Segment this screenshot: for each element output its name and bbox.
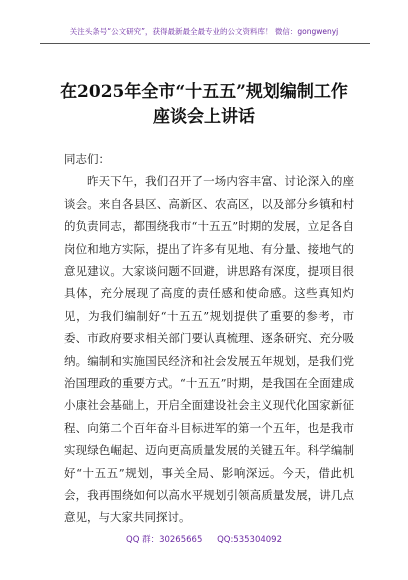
header-promo-note: 关注头条号“公文研究”，获得最新最全最专业的公文资料库！ 微信：gongwenyj bbox=[69, 27, 339, 36]
footer-qq-group: QQ 群：30265665 bbox=[126, 535, 203, 545]
footer-qq-number: QQ:535304092 bbox=[217, 535, 282, 545]
body-paragraph: 昨天下午，我们召开了一场内容丰富、讨论深入的座谈会。来自各县区、高新区、农高区，以及部分乡镇和村的负责同志，都围绕我市“十五五”时期的发展，立足各自岗位和地方实际，提出了许多有见地、有分量、接地气的意见建议。大家谈问题不回避，讲思路有深度，提项目很具体，充分展现了高度的责任感和使命感。这些真知灼见，为我们编制好“十五五”规划提供了重要的参考，市委、市政府要求相关部门要认真梳理、逐条研究、充分吸纳。编制和实施国民经济和社会发展五年规划，是我们党治国理政的重要方式。“十五五”时期，是我国在全面建成小康社会基础上，开启全面建设社会主义现代化国家新征程、向第二个百年奋斗目标进军的第一个五年，也是我市实现绿色崛起、迈向更高质量发展的关键五年。科学编制好“十五五”规划，事关全局、影响深远。今天，借此机会，我再围绕如何以高水平规划引领高质量发展，讲几点意见，与大家共同探讨。 bbox=[64, 174, 354, 525]
salutation: 同志们： bbox=[64, 152, 110, 166]
document-title bbox=[30, 80, 378, 130]
document-body bbox=[64, 148, 354, 529]
header-divider bbox=[40, 43, 370, 44]
title-line-2: 座谈会上讲话 bbox=[153, 107, 255, 127]
footer-contact bbox=[0, 533, 408, 545]
title-line-1: 在2025年全市“十五五”规划编制工作 bbox=[60, 82, 348, 102]
